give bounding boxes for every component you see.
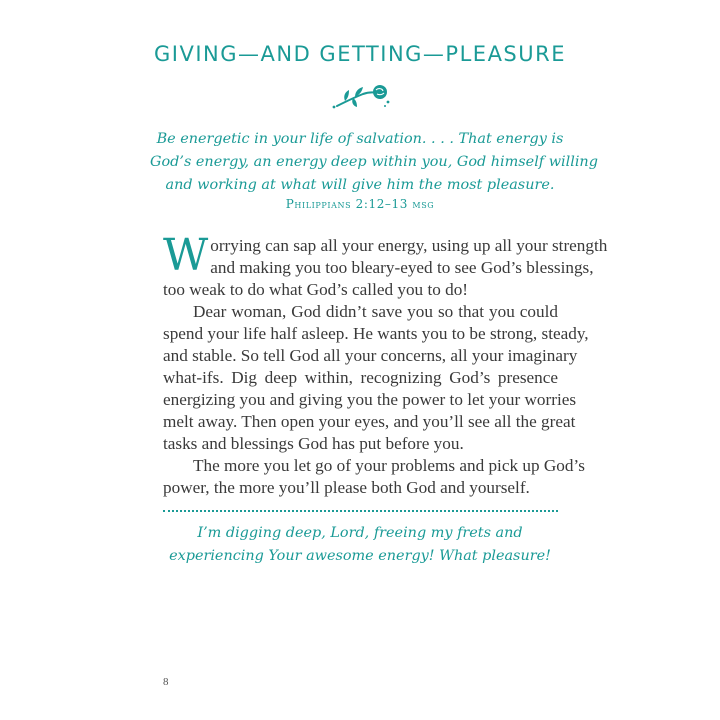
body-line: spend your life half asleep. He wants you to be strong, steady, (163, 324, 589, 343)
page-title: GIVING—AND GETTING—PLEASURE (154, 42, 566, 66)
epigraph-quote (150, 128, 598, 197)
body-line: energizing you and giving you the power to let your worries (163, 390, 577, 409)
epigraph-line: and working at what will give him the most pleasure. (165, 177, 555, 193)
body-line: power, the more you’ll please both God and yourself. (163, 478, 530, 497)
flower-vine-icon (331, 80, 391, 110)
devotional-body (163, 230, 608, 499)
dotted-divider (163, 510, 558, 512)
prayer-line: experiencing Your awesome energy! What pleasure! (169, 548, 551, 564)
body-line: what-ifs. Dig deep within, recognizing God’s presence (163, 368, 558, 387)
body-line: melt away. Then open your eyes, and you’ll see all the great (163, 412, 576, 431)
epigraph-line: God’s energy, an energy deep within you, God himself willing (150, 154, 598, 170)
scripture-reference: Philippians 2:12–13 msg (285, 197, 435, 211)
page-number: 8 (163, 676, 169, 688)
body-line: The more you let go of your problems and pick up God’s (193, 456, 585, 475)
body-line: orrying can sap all your energy, using up all your strength (210, 236, 608, 255)
drop-cap: W (163, 230, 209, 281)
epigraph-line: Be energetic in your life of salvation. . . . That energy is (156, 131, 564, 147)
body-line: Dear woman, God didn’t save you so that you could (193, 302, 558, 321)
prayer-line: I’m digging deep, Lord, freeing my frets and (197, 525, 523, 541)
body-line: and stable. So tell God all your concerns, all your imaginary (163, 346, 578, 365)
body-line: tasks and blessings God has put before you. (163, 434, 464, 453)
body-line: and making you too bleary-eyed to see God’s blessings, (210, 258, 594, 277)
body-line: too weak to do what God’s called you to do! (163, 280, 469, 299)
closing-prayer (150, 522, 570, 568)
